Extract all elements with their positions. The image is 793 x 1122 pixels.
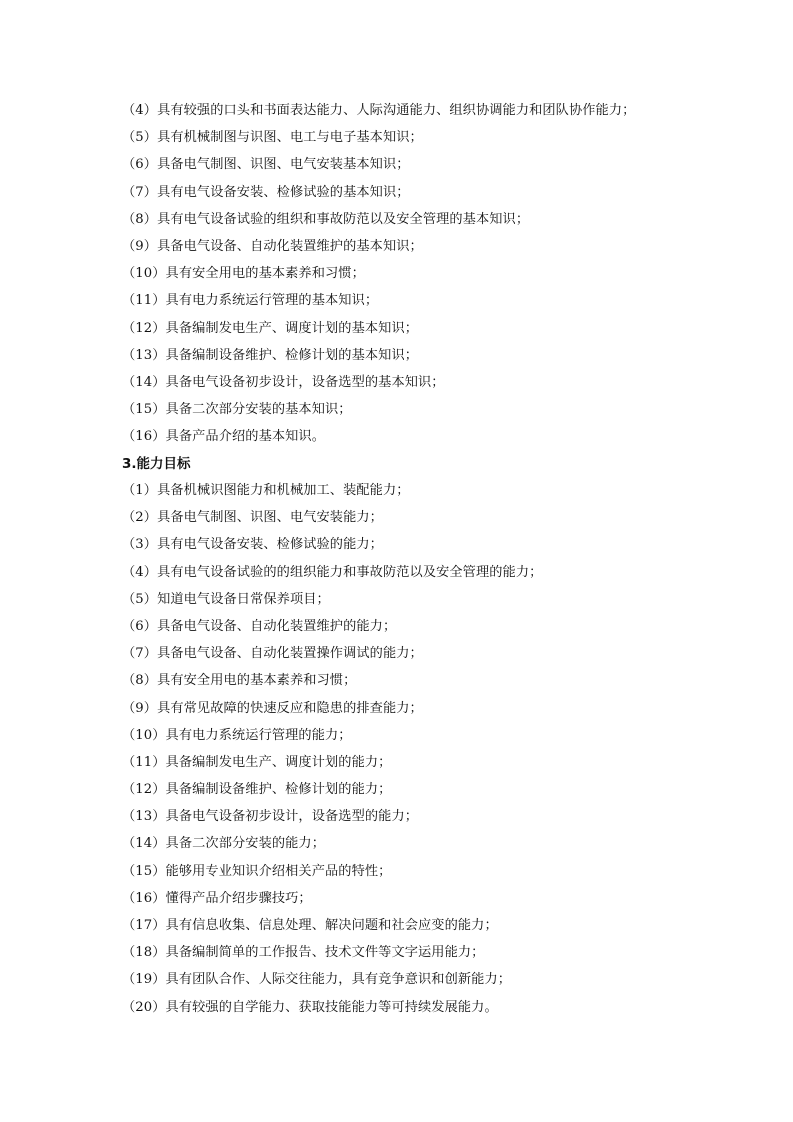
list-item: （9）具备电气设备、自动化装置维护的基本知识； bbox=[122, 238, 423, 254]
ability-goals-list bbox=[122, 477, 722, 1021]
list-item: （16）懂得产品介绍步骤技巧； bbox=[122, 890, 312, 906]
list-item: （7）具有电气设备安装、检修试验的基本知识； bbox=[122, 184, 410, 200]
list-item: （11）具有电力系统运行管理的基本知识； bbox=[122, 293, 379, 309]
list-item: （3）具有电气设备安装、检修试验的能力； bbox=[122, 537, 383, 553]
list-item: （2）具备电气制图、识图、电气安装能力； bbox=[122, 510, 383, 526]
list-item: （9）具有常见故障的快速反应和隐患的排查能力； bbox=[122, 700, 423, 716]
list-item: （4）具有较强的口头和书面表达能力、人际沟通能力、组织协调能力和团队协作能力； bbox=[122, 103, 636, 118]
list-item: （10）具有电力系统运行管理的能力； bbox=[122, 727, 352, 743]
list-item: （19）具有团队合作、人际交往能力，具有竞争意识和创新能力； bbox=[122, 972, 512, 988]
list-item: （1）具备机械识图能力和机械加工、装配能力； bbox=[122, 483, 410, 498]
list-item: （8）具有安全用电的基本素养和习惯； bbox=[122, 673, 357, 689]
list-item: （5）具有机械制图与识图、电工与电子基本知识； bbox=[122, 130, 423, 146]
list-item: （15）具备二次部分安装的基本知识； bbox=[122, 402, 352, 418]
knowledge-goals-list bbox=[122, 97, 722, 450]
list-item: （5）知道电气设备日常保养项目； bbox=[122, 591, 330, 607]
list-item: （11）具备编制发电生产、调度计划的能力； bbox=[122, 754, 392, 770]
list-item: （14）具备二次部分安装的能力； bbox=[122, 836, 326, 852]
list-item: （8）具有电气设备试验的组织和事故防范以及安全管理的基本知识； bbox=[122, 211, 530, 227]
list-item: （17）具有信息收集、信息处理、解决问题和社会应变的能力； bbox=[122, 918, 498, 933]
list-item: （20）具有较强的自学能力、获取技能能力等可持续发展能力。 bbox=[122, 999, 498, 1015]
list-item: （7）具备电气设备、自动化装置操作调试的能力； bbox=[122, 646, 423, 662]
list-item: （6）具备电气设备、自动化装置维护的能力； bbox=[122, 618, 397, 634]
list-item: （13）具备电气设备初步设计，设备选型的能力； bbox=[122, 809, 419, 825]
list-item: （14）具备电气设备初步设计，设备选型的基本知识； bbox=[122, 374, 445, 390]
list-item: （12）具备编制发电生产、调度计划的基本知识； bbox=[122, 320, 419, 336]
list-item: （15）能够用专业知识介绍相关产品的特性； bbox=[122, 863, 392, 879]
list-item: （12）具备编制设备维护、检修计划的能力； bbox=[122, 782, 392, 798]
list-item: （6）具备电气制图、识图、电气安装基本知识； bbox=[122, 157, 410, 173]
list-item: （16）具备产品介绍的基本知识。 bbox=[122, 429, 326, 445]
section-heading-ability-goals: 3.能力目标 bbox=[122, 456, 191, 472]
list-item: （10）具有安全用电的基本素养和习惯； bbox=[122, 266, 365, 282]
list-item: （18）具备编制简单的工作报告、技术文件等文字运用能力； bbox=[122, 945, 485, 961]
list-item: （4）具有电气设备试验的的组织能力和事故防范以及安全管理的能力； bbox=[122, 564, 543, 580]
list-item: （13）具备编制设备维护、检修计划的基本知识； bbox=[122, 347, 419, 363]
